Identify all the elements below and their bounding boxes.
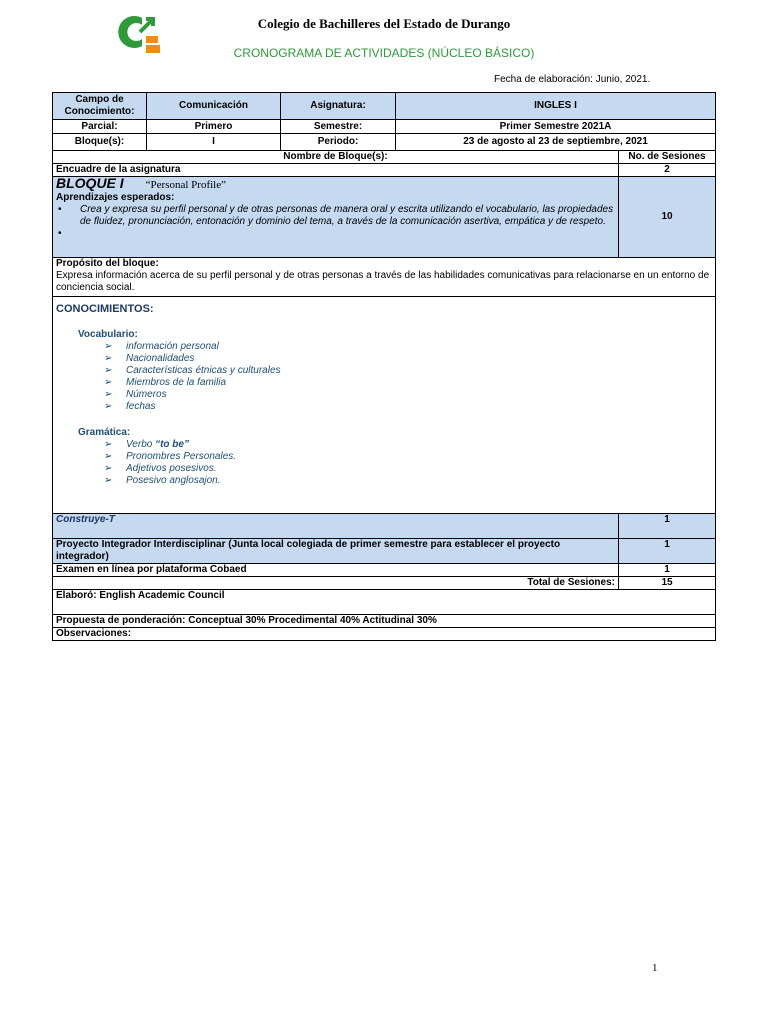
parcial-value: Primero xyxy=(147,120,281,134)
aprendizaje-item xyxy=(80,228,615,240)
examen-row xyxy=(53,564,716,577)
gramatica-item: ➢ Pronombres Personales. xyxy=(126,451,712,463)
aprendizajes-list xyxy=(56,204,615,240)
bloque-name: “Personal Profile” xyxy=(145,179,227,191)
proyecto-label: Proyecto Integrador Interdisciplinar (Junta local colegiada de primer semestre para establecer el proyecto integrador) xyxy=(53,539,619,564)
sesiones-header: No. de Sesiones xyxy=(619,151,716,164)
verbo-text: Verbo xyxy=(126,439,156,450)
aprendizajes-label: Aprendizajes esperados: xyxy=(56,192,175,203)
info-row-bloques xyxy=(53,134,716,151)
encuadre-label: Encuadre de la asignatura xyxy=(53,164,619,177)
encuadre-row xyxy=(53,164,716,177)
gramatica-item: ➢ Adjetivos posesivos. xyxy=(126,463,712,475)
school-name: Colegio de Bachilleres del Estado de Durango xyxy=(257,16,511,31)
vocabulario-label: Vocabulario: xyxy=(78,329,138,340)
gramatica-label: Gramática: xyxy=(78,427,131,438)
conocimientos-row xyxy=(53,297,716,514)
total-label: Total de Sesiones: xyxy=(53,577,619,590)
proposito-label: Propósito del bloque: xyxy=(56,258,159,269)
elaboro-text: Elaboró: English Academic Council xyxy=(53,590,716,615)
total-row xyxy=(53,577,716,590)
elaboro-row xyxy=(53,590,716,615)
gramatica-item-verbo xyxy=(126,439,712,451)
periodo-value: 23 de agosto al 23 de septiembre, 2021 xyxy=(396,134,716,151)
column-header-row xyxy=(53,151,716,164)
bloques-label: Bloque(s): xyxy=(53,134,147,151)
proyecto-sesiones: 1 xyxy=(619,539,716,564)
vocabulario-item: ➢ Miembros de la familia xyxy=(126,377,712,389)
construye-row xyxy=(53,514,716,539)
bloque-sesiones: 10 xyxy=(619,177,716,258)
examen-label: Examen en línea por plataforma Cobaed xyxy=(53,564,619,577)
vocabulario-item: ➢ fechas xyxy=(126,401,712,413)
proposito-row xyxy=(53,258,716,297)
info-row-campo xyxy=(53,93,716,120)
asignatura-value: INGLES I xyxy=(396,93,716,120)
conocimientos-cell xyxy=(53,297,716,514)
observaciones-row xyxy=(53,628,716,641)
bloques-value: I xyxy=(147,134,281,151)
construye-sesiones: 1 xyxy=(619,514,716,539)
observaciones-text: Observaciones: xyxy=(53,628,716,641)
aprendizaje-item: • Crea y expresa su perfil personal y de otras personas de manera oral y escrita utilizando el vocabulario, las propiedades de fluidez, pronunciación, entonación y dominio del tema, a través de la comunicación asertiva, empática y de respeto. xyxy=(80,204,615,228)
info-row-parcial xyxy=(53,120,716,134)
bloque-row xyxy=(53,177,716,258)
bloque-cell xyxy=(53,177,619,258)
to-be-text: “to be” xyxy=(155,439,189,450)
vocabulario-item: ➢ Números xyxy=(126,389,712,401)
semestre-label: Semestre: xyxy=(281,120,396,134)
bloque-title: BLOQUE I xyxy=(56,176,124,191)
campo-value: Comunicación xyxy=(147,93,281,120)
total-value: 15 xyxy=(619,577,716,590)
cronograma-table xyxy=(52,92,716,641)
ponderacion-row xyxy=(53,615,716,628)
encuadre-sesiones: 2 xyxy=(619,164,716,177)
nombre-bloques-header: Nombre de Bloque(s): xyxy=(53,151,619,164)
fecha-elaboracion: Fecha de elaboración: Junio, 2021. xyxy=(494,74,651,85)
examen-sesiones: 1 xyxy=(619,564,716,577)
semestre-value: Primer Semestre 2021A xyxy=(396,120,716,134)
construye-label: Construye-T xyxy=(53,514,619,539)
periodo-label: Periodo: xyxy=(281,134,396,151)
gramatica-item: ➢ Posesivo anglosajon. xyxy=(126,475,712,487)
page-number: 1 xyxy=(652,962,658,974)
asignatura-label: Asignatura: xyxy=(281,93,396,120)
proposito-cell xyxy=(53,258,716,297)
proposito-text: Expresa información acerca de su perfil personal y de otras personas a través de las habilidades comunicativas para relacionarse en un entorno de conciencia social. xyxy=(56,270,710,293)
proyecto-row xyxy=(53,539,716,564)
campo-label: Campo de Conocimiento: xyxy=(53,93,147,120)
document-title: CRONOGRAMA DE ACTIVIDADES (NÚCLEO BÁSICO) xyxy=(233,46,535,60)
ponderacion-text: Propuesta de ponderación: Conceptual 30% Procedimental 40% Actitudinal 30% xyxy=(53,615,716,628)
parcial-label: Parcial: xyxy=(53,120,147,134)
vocabulario-item: ➢ información personal xyxy=(126,341,712,353)
vocabulario-item: ➢ Nacionalidades xyxy=(126,353,712,365)
vocabulario-item: ➢ Características étnicas y culturales xyxy=(126,365,712,377)
gramatica-list xyxy=(56,439,712,487)
conocimientos-label: CONOCIMIENTOS: xyxy=(56,303,154,315)
vocabulario-list xyxy=(56,341,712,413)
